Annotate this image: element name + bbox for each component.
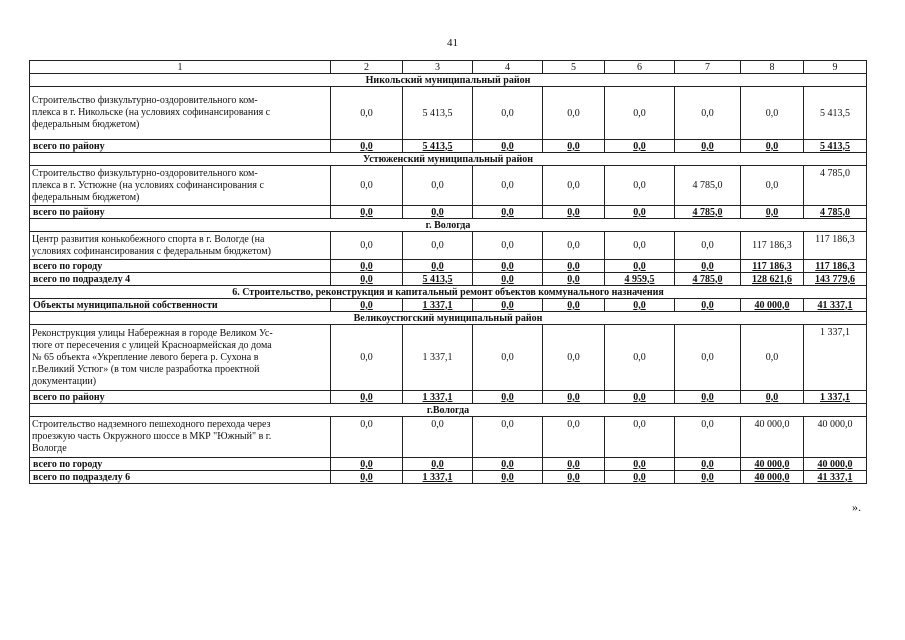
total-cell: 0,0 <box>473 260 543 273</box>
total-cell: 0,0 <box>543 273 605 286</box>
value-cell: 0,0 <box>675 232 741 260</box>
total-cell: 0,0 <box>605 206 675 219</box>
total-row <box>30 391 867 404</box>
total-label: всего по городу <box>30 458 331 471</box>
value-cell: 4 785,0 <box>804 166 867 206</box>
total-cell: 0,0 <box>331 458 403 471</box>
total-row <box>30 140 867 153</box>
total-cell: 1 337,1 <box>403 391 473 404</box>
total-cell: 0,0 <box>331 260 403 273</box>
total-cell: 0,0 <box>605 299 675 312</box>
total-cell: 0,0 <box>473 391 543 404</box>
value-cell: 0,0 <box>605 232 675 260</box>
section-row <box>30 312 867 325</box>
total-cell: 0,0 <box>605 471 675 484</box>
total-cell: 0,0 <box>605 391 675 404</box>
total-cell: 41 337,1 <box>804 299 867 312</box>
value-cell: 0,0 <box>605 87 675 140</box>
total-cell: 0,0 <box>605 140 675 153</box>
total-cell: 117 186,3 <box>804 260 867 273</box>
value-cell: 117 186,3 <box>741 232 804 260</box>
section-title-ustyuzhensky: Устюженский муниципальный район <box>30 153 867 166</box>
value-cell: 0,0 <box>675 87 741 140</box>
value-cell: 0,0 <box>543 232 605 260</box>
total-cell: 40 000,0 <box>741 458 804 471</box>
total-cell: 0,0 <box>331 299 403 312</box>
total-cell: 0,0 <box>331 140 403 153</box>
subsection-total-row <box>30 273 867 286</box>
header-col-6: 6 <box>605 61 675 74</box>
total-cell: 0,0 <box>473 273 543 286</box>
value-cell: 40 000,0 <box>741 417 804 458</box>
section-title-nikolsky: Никольский муниципальный район <box>30 74 867 87</box>
total-cell: 0,0 <box>331 206 403 219</box>
item-description <box>30 166 331 206</box>
value-cell: 0,0 <box>473 87 543 140</box>
total-cell: 0,0 <box>675 299 741 312</box>
total-cell: 0,0 <box>675 391 741 404</box>
total-cell: 0,0 <box>543 391 605 404</box>
total-cell: 41 337,1 <box>804 471 867 484</box>
value-cell: 0,0 <box>473 232 543 260</box>
value-cell: 0,0 <box>605 417 675 458</box>
total-cell: 0,0 <box>473 458 543 471</box>
total-cell: 40 000,0 <box>741 299 804 312</box>
value-cell: 117 186,3 <box>804 232 867 260</box>
header-col-9: 9 <box>804 61 867 74</box>
desc-line: условиях софинансирования с федеральным бюджетом) <box>32 245 271 257</box>
total-cell: 0,0 <box>741 391 804 404</box>
total-row <box>30 260 867 273</box>
total-cell: 1 337,1 <box>804 391 867 404</box>
total-cell: 4 785,0 <box>675 206 741 219</box>
section-row <box>30 153 867 166</box>
total-cell: 0,0 <box>543 471 605 484</box>
value-cell: 0,0 <box>543 417 605 458</box>
total-cell: 0,0 <box>403 206 473 219</box>
value-cell: 0,0 <box>473 325 543 391</box>
table-row <box>30 232 867 260</box>
desc-line: Строительство физкультурно-оздоровительного ком- <box>32 167 258 179</box>
desc-line: Центр развития конькобежного спорта в г. Вологде (на <box>32 233 265 245</box>
section-title-velikoustyugsky: Великоустюгский муниципальный район <box>30 312 867 325</box>
total-cell: 1 337,1 <box>403 299 473 312</box>
header-col-3: 3 <box>403 61 473 74</box>
total-cell: 40 000,0 <box>804 458 867 471</box>
value-cell: 5 413,5 <box>804 87 867 140</box>
total-label: всего по подразделу 4 <box>30 273 331 286</box>
value-cell: 0,0 <box>543 87 605 140</box>
total-cell: 0,0 <box>741 140 804 153</box>
value-cell: 0,0 <box>331 166 403 206</box>
desc-line: федеральным бюджетом) <box>32 119 140 130</box>
total-cell: 117 186,3 <box>741 260 804 273</box>
total-cell: 0,0 <box>543 458 605 471</box>
total-cell: 0,0 <box>543 260 605 273</box>
value-cell: 4 785,0 <box>675 166 741 206</box>
desc-line: Строительство надземного пешеходного перехода через <box>32 419 271 430</box>
item-description <box>30 87 331 140</box>
desc-line: Реконструкция улицы Набережная в городе Великом Ус- <box>32 327 273 339</box>
total-cell: 5 413,5 <box>403 140 473 153</box>
value-cell: 0,0 <box>741 325 804 391</box>
total-label: всего по району <box>30 140 331 153</box>
closing-quote-mark: ». <box>852 500 861 514</box>
total-cell: 0,0 <box>331 273 403 286</box>
value-cell: 0,0 <box>403 166 473 206</box>
header-row <box>30 61 867 74</box>
total-label: всего по подразделу 6 <box>30 471 331 484</box>
section-row <box>30 404 867 417</box>
total-row <box>30 299 867 312</box>
total-row <box>30 458 867 471</box>
total-cell: 4 785,0 <box>675 273 741 286</box>
item-description <box>30 325 331 391</box>
total-cell: 0,0 <box>473 299 543 312</box>
total-cell: 0,0 <box>331 391 403 404</box>
subsection-total-row <box>30 471 867 484</box>
total-cell: 1 337,1 <box>403 471 473 484</box>
total-cell: 0,0 <box>675 260 741 273</box>
value-cell: 0,0 <box>741 87 804 140</box>
value-cell: 1 337,1 <box>804 325 867 391</box>
header-col-1: 1 <box>30 61 331 74</box>
value-cell: 0,0 <box>331 417 403 458</box>
total-cell: 0,0 <box>403 458 473 471</box>
desc-line: № 65 объекта «Укрепление левого берега р. Сухона в <box>32 351 259 363</box>
total-cell: 0,0 <box>675 458 741 471</box>
desc-line: тюге от пересечения с улицей Красноармейская до дома <box>32 339 272 351</box>
total-cell: 0,0 <box>605 458 675 471</box>
table-row <box>30 166 867 206</box>
total-cell: 0,0 <box>473 471 543 484</box>
section-row <box>30 219 867 232</box>
value-cell: 0,0 <box>605 325 675 391</box>
total-cell: 0,0 <box>543 206 605 219</box>
section-row <box>30 74 867 87</box>
value-cell: 0,0 <box>403 232 473 260</box>
desc-line: документации) <box>32 375 97 387</box>
value-cell: 0,0 <box>331 87 403 140</box>
value-cell: 0,0 <box>543 166 605 206</box>
total-row <box>30 206 867 219</box>
desc-line: плекса в г. Никольске (на условиях софинансирования с <box>32 107 271 118</box>
total-cell: 0,0 <box>675 471 741 484</box>
desc-line: федеральным бюджетом) <box>32 191 140 203</box>
total-label: Объекты муниципальной собственности <box>30 299 331 312</box>
value-cell: 1 337,1 <box>403 325 473 391</box>
budget-table <box>29 60 867 484</box>
section-title-6: 6. Строительство, реконструкция и капитальный ремонт объектов коммунального назначения <box>30 286 867 299</box>
desc-line: Вологде <box>32 443 67 454</box>
value-cell: 5 413,5 <box>403 87 473 140</box>
desc-line: г.Великий Устюг» (в том числе разработка проектной <box>32 363 260 375</box>
value-cell: 0,0 <box>675 417 741 458</box>
value-cell: 0,0 <box>331 232 403 260</box>
item-description <box>30 417 331 458</box>
item-description <box>30 232 331 260</box>
total-cell: 143 779,6 <box>804 273 867 286</box>
total-cell: 0,0 <box>605 260 675 273</box>
value-cell: 40 000,0 <box>804 417 867 458</box>
total-cell: 0,0 <box>473 140 543 153</box>
value-cell: 0,0 <box>605 166 675 206</box>
header-col-4: 4 <box>473 61 543 74</box>
value-cell: 0,0 <box>675 325 741 391</box>
total-cell: 5 413,5 <box>403 273 473 286</box>
total-cell: 128 621,6 <box>741 273 804 286</box>
header-col-8: 8 <box>741 61 804 74</box>
table-row <box>30 325 867 391</box>
total-cell: 4 785,0 <box>804 206 867 219</box>
total-cell: 40 000,0 <box>741 471 804 484</box>
desc-line: проезжую часть Окружного шоссе в МКР "Южный" в г. <box>32 431 272 442</box>
total-label: всего по городу <box>30 260 331 273</box>
section-title-vologda-2: г.Вологда <box>30 404 867 417</box>
table-row <box>30 87 867 140</box>
header-col-7: 7 <box>675 61 741 74</box>
total-cell: 0,0 <box>403 260 473 273</box>
section-row <box>30 286 867 299</box>
value-cell: 0,0 <box>741 166 804 206</box>
desc-line: Строительство физкультурно-оздоровительного ком- <box>32 95 258 106</box>
total-cell: 0,0 <box>675 140 741 153</box>
total-cell: 0,0 <box>543 140 605 153</box>
total-cell: 0,0 <box>543 299 605 312</box>
header-col-5: 5 <box>543 61 605 74</box>
value-cell: 0,0 <box>473 166 543 206</box>
section-title-vologda: г. Вологда <box>30 219 867 232</box>
total-cell: 0,0 <box>741 206 804 219</box>
total-cell: 0,0 <box>473 206 543 219</box>
value-cell: 0,0 <box>473 417 543 458</box>
desc-line: плекса в г. Устюжне (на условиях софинансирования с <box>32 179 264 191</box>
total-label: всего по району <box>30 391 331 404</box>
value-cell: 0,0 <box>403 417 473 458</box>
value-cell: 0,0 <box>331 325 403 391</box>
table-row <box>30 417 867 458</box>
total-cell: 5 413,5 <box>804 140 867 153</box>
total-label: всего по району <box>30 206 331 219</box>
page-number: 41 <box>447 37 458 49</box>
value-cell: 0,0 <box>543 325 605 391</box>
total-cell: 0,0 <box>331 471 403 484</box>
header-col-2: 2 <box>331 61 403 74</box>
total-cell: 4 959,5 <box>605 273 675 286</box>
